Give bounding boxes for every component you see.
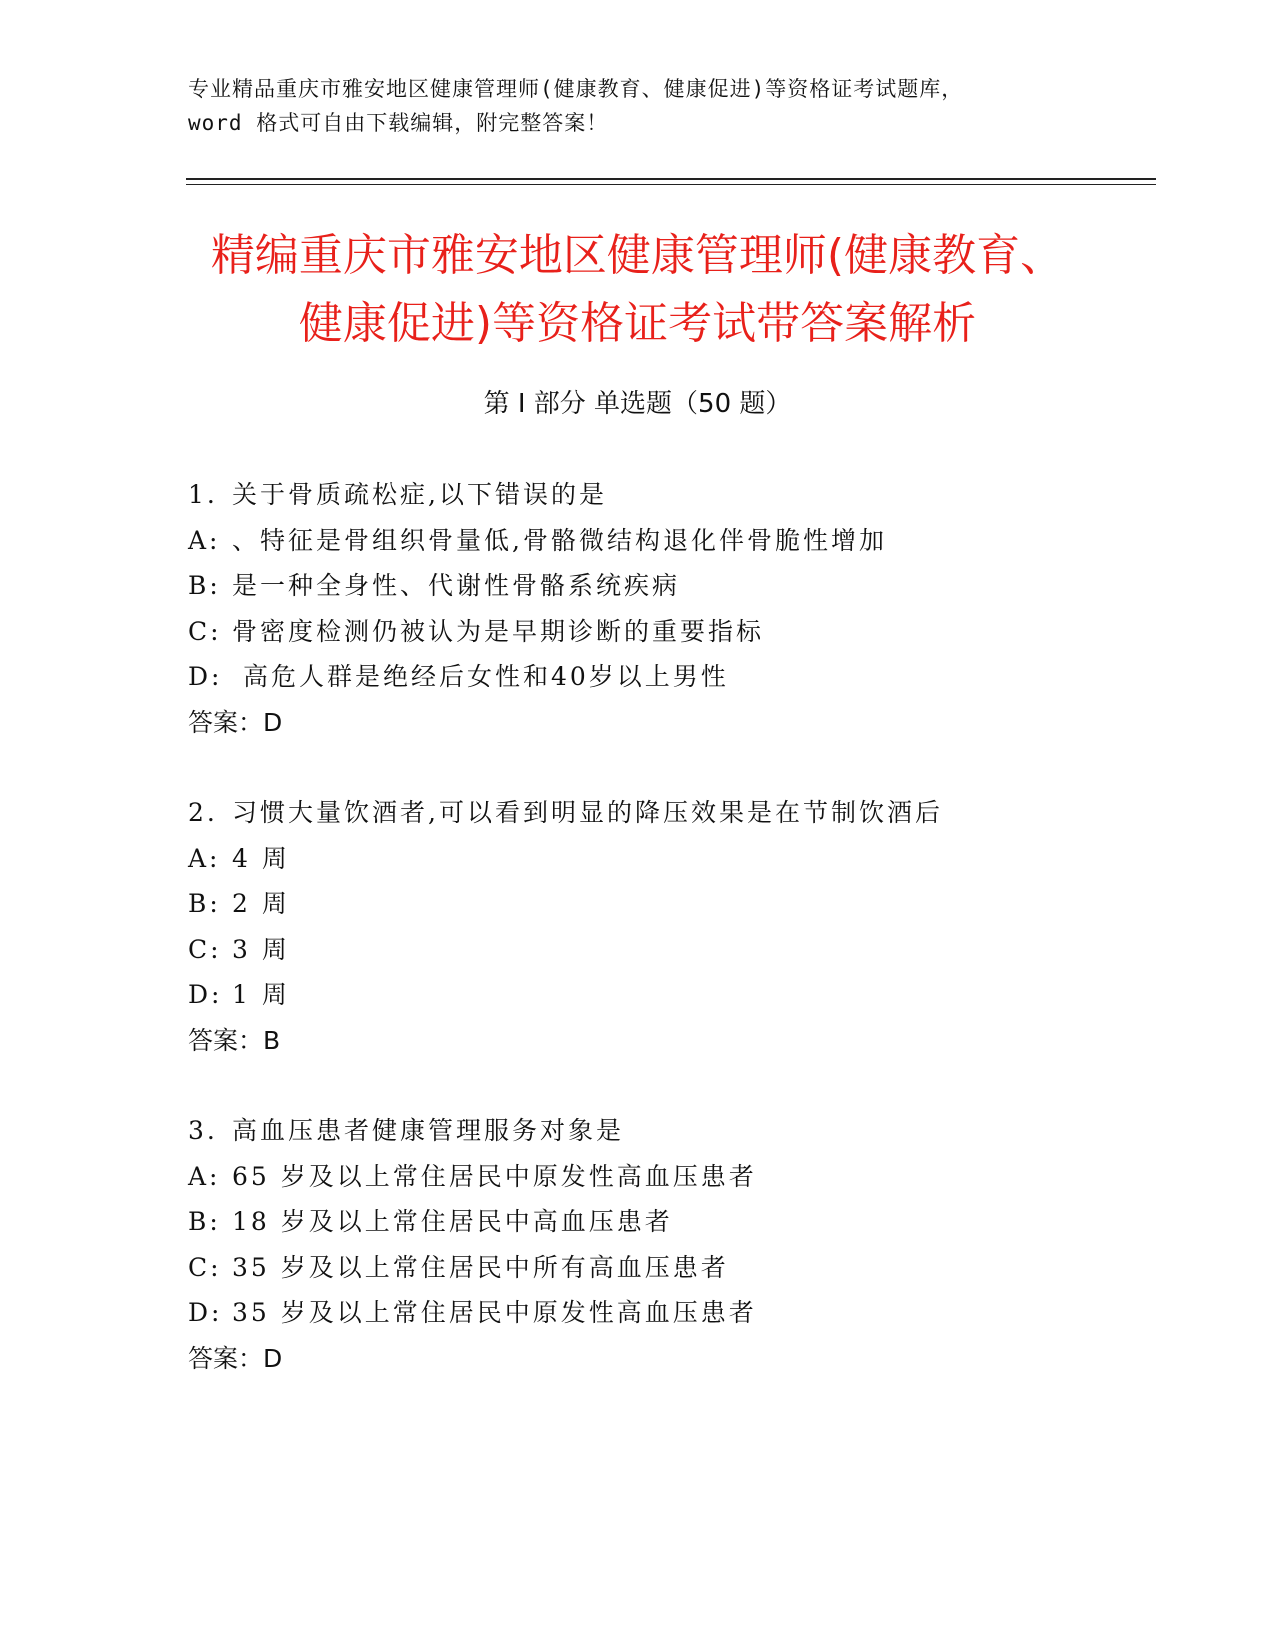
- option-label: D:: [188, 1298, 223, 1327]
- question-number: 3.: [188, 1116, 218, 1145]
- option-label: A:: [188, 1161, 221, 1191]
- option-label: D:: [188, 980, 223, 1009]
- option-text: 骨密度检测仍被认为是早期诊断的重要指标: [232, 616, 765, 646]
- option-label: B:: [188, 571, 221, 600]
- option-text: 3 周: [232, 934, 290, 964]
- option-text: 高危人群是绝经后女性和40岁以上男性: [232, 662, 729, 691]
- header-divider-thick: [186, 178, 1156, 180]
- answer-line: 答案：D: [188, 1343, 283, 1373]
- question-stem: [188, 472, 1168, 518]
- option-b: [188, 1199, 1168, 1245]
- option-label: C:: [188, 1252, 222, 1282]
- answer-line: 答案：D: [188, 707, 283, 737]
- question-text: 高血压患者健康管理服务对象是: [232, 1116, 625, 1145]
- question-number: 1.: [188, 480, 218, 509]
- option-c: [188, 1245, 1168, 1291]
- option-text: 2 周: [232, 889, 290, 918]
- option-text: 65 岁及以上常住居民中原发性高血压患者: [232, 1161, 757, 1191]
- option-text: 35 岁及以上常住居民中所有高血压患者: [232, 1252, 729, 1282]
- option-d: [188, 1290, 1168, 1336]
- option-d: [188, 654, 1168, 700]
- question-text: 习惯大量饮酒者,可以看到明显的降压效果是在节制饮酒后: [232, 798, 943, 827]
- option-label: C:: [188, 616, 222, 646]
- option-a: [188, 836, 1168, 882]
- option-text: 1 周: [232, 980, 290, 1009]
- header-divider-thin: [186, 184, 1156, 185]
- header-note-line: 专业精品重庆市雅安地区健康管理师(健康教育、健康促进)等资格证考试题库，: [188, 77, 964, 101]
- header-note-line: word 格式可自由下载编辑，附完整答案！: [188, 111, 609, 135]
- option-text: 、特征是骨组织骨量低,骨骼微结构退化伴骨脆性增加: [232, 525, 887, 555]
- option-label: A:: [188, 843, 221, 873]
- answer-line: 答案：B: [188, 1025, 281, 1055]
- option-text: 4 周: [232, 843, 290, 873]
- question-stem: [188, 1108, 1168, 1154]
- question-item: [188, 1108, 1168, 1381]
- document-title: [0, 222, 1275, 358]
- question-item: [188, 790, 1168, 1063]
- option-c: [188, 927, 1168, 973]
- option-label: C:: [188, 934, 222, 964]
- title-line: 精编重庆市雅安地区健康管理师(健康教育、: [210, 230, 1065, 281]
- option-label: B:: [188, 1207, 221, 1236]
- question-item: [188, 472, 1168, 745]
- title-line: 健康促进)等资格证考试带答案解析: [298, 298, 977, 349]
- option-label: B:: [188, 889, 221, 918]
- section-heading: 第 I 部分 单选题（50 题）: [483, 389, 792, 419]
- question-text: 关于骨质疏松症,以下错误的是: [232, 480, 607, 509]
- option-b: [188, 563, 1168, 609]
- option-label: D:: [188, 662, 223, 691]
- header-note: [188, 72, 1088, 140]
- option-c: [188, 609, 1168, 655]
- question-number: 2.: [188, 798, 218, 827]
- option-a: [188, 1154, 1168, 1200]
- option-text: 是一种全身性、代谢性骨骼系统疾病: [232, 571, 681, 600]
- option-text: 35 岁及以上常住居民中原发性高血压患者: [232, 1298, 757, 1327]
- question-list: [188, 472, 1168, 1426]
- option-b: [188, 881, 1168, 927]
- option-a: [188, 518, 1168, 564]
- option-text: 18 岁及以上常住居民中高血压患者: [232, 1207, 673, 1236]
- question-stem: [188, 790, 1168, 836]
- option-label: A:: [188, 525, 221, 555]
- option-d: [188, 972, 1168, 1018]
